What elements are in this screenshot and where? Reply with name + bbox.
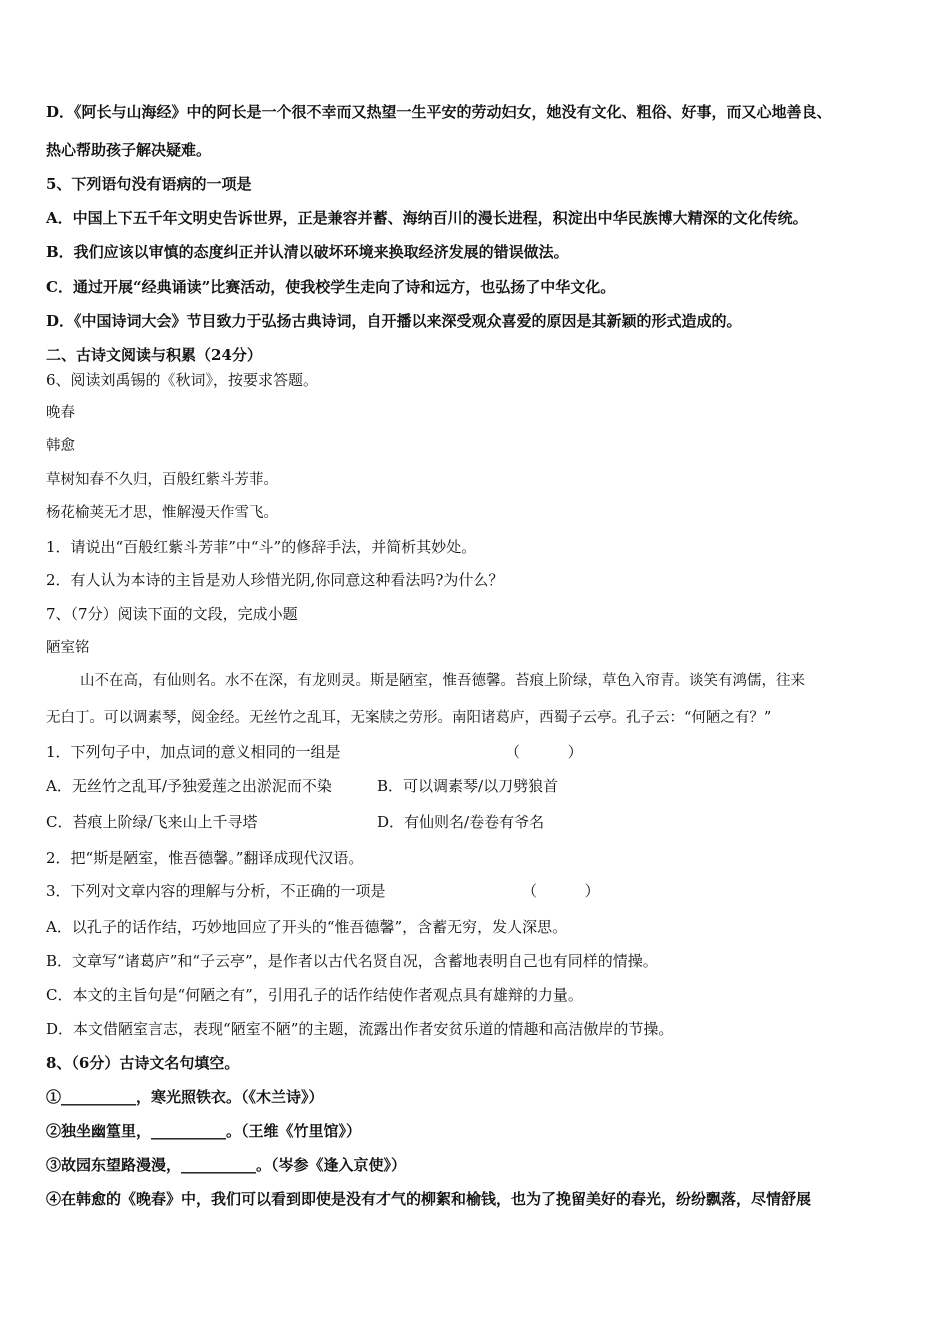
option-a-q7-1: A．无丝竹之乱耳/予独爱莲之出淤泥而不染 [46, 777, 332, 795]
poem-title: 晚春 [46, 405, 75, 421]
question-5: 5、下列语句没有语病的一项是 [46, 175, 252, 193]
poem-author: 韩愈 [46, 438, 75, 454]
fill-blank-3: ③故园东望路漫漫，__________。（岑参《逢入京使》） [46, 1156, 407, 1174]
option-c-q5: C．通过开展“经典诵读”比赛活动，使我校学生走向了诗和远方，也弘扬了中华文化。 [46, 278, 616, 296]
option-d-q7-1: D．有仙则名/卷卷有爷名 [377, 813, 545, 831]
fill-blank-4: ④在韩愈的《晚春》中，我们可以看到即使是没有才气的柳絮和榆钱，也为了挽留美好的春光，纷纷飘落，尽情舒展 [46, 1190, 812, 1208]
poem-line-1: 草树知春不久归，百般红紫斗芳菲。 [46, 472, 278, 488]
answer-parentheses-7-1: （ ） [505, 743, 583, 761]
section-heading-2: 二、古诗文阅读与积累（24分） [46, 346, 262, 364]
question-7-2: 2．把“斯是陋室，惟吾德馨。”翻译成现代汉语。 [46, 849, 364, 867]
option-a-q7-3: A．以孔子的话作结，巧妙地回应了开头的“惟吾德馨”，含蓄无穷，发人深思。 [46, 918, 568, 936]
option-b-q7-1: B．可以调素琴/以刀劈狼首 [377, 777, 559, 795]
option-b-q7-3: B．文章写“诸葛庐”和“子云亭”，是作者以古代名贤自况，含蓄地表明自己也有同样的情操。 [46, 952, 658, 970]
option-c-q7-1: C．苔痕上阶绿/飞来山上千寻塔 [46, 813, 258, 831]
option-d-q4-cont: 热心帮助孩子解决疑难。 [46, 141, 212, 159]
question-7-1: 1．下列句子中，加点词的意义相同的一组是 [46, 743, 341, 761]
option-c-q7-3: C．本文的主旨句是“何陋之有”，引用孔子的话作结使作者观点具有雄辩的力量。 [46, 986, 583, 1004]
question-6-2: 2．有人认为本诗的主旨是劝人珍惜光阴,你同意这种看法吗?为什么？ [46, 571, 504, 589]
question-7: 7、（7分）阅读下面的文段，完成小题 [46, 605, 298, 623]
question-7-3: 3．下列对文章内容的理解与分析，不正确的一项是 [46, 882, 386, 900]
option-b-q5: B．我们应该以审慎的态度纠正并认清以破坏环境来换取经济发展的错误做法。 [46, 243, 569, 261]
passage-title: 陋室铭 [46, 640, 90, 656]
fill-blank-1: ①__________，寒光照铁衣。（《木兰诗》） [46, 1088, 324, 1106]
passage-line-2: 无白丁。可以调素琴，阅金经。无丝竹之乱耳，无案牍之劳形。南阳诸葛庐，西蜀子云亭。孔子云：“何陋之有？” [46, 710, 772, 726]
poem-line-2: 杨花榆荚无才思，惟解漫天作雪飞。 [46, 505, 278, 521]
answer-parentheses-7-3: （ ） [522, 882, 600, 900]
option-d-q4: D．《阿长与山海经》中的阿长是一个很不幸而又热望一生平安的劳动妇女，她没有文化、粗俗、好事，而又心地善良、 [46, 103, 832, 121]
option-a-q5: A．中国上下五千年文明史告诉世界，正是兼容并蓄、海纳百川的漫长进程，积淀出中华民族博大精深的文化传统。 [46, 209, 808, 227]
question-6-1: 1．请说出“百般红紫斗芳菲”中“斗”的修辞手法，并简析其妙处。 [46, 538, 477, 556]
passage-line-1: 山不在高，有仙则名。水不在深，有龙则灵。斯是陋室，惟吾德馨。苔痕上阶绿，草色入帘青。谈笑有鸿儒，往来 [80, 673, 805, 689]
option-d-q7-3: D．本文借陋室言志，表现“陋室不陋”的主题，流露出作者安贫乐道的情趣和高洁傲岸的节操。 [46, 1020, 674, 1038]
question-6: 6、阅读刘禹锡的《秋词》，按要求答题。 [46, 371, 319, 389]
option-d-q5: D．《中国诗词大会》节目致力于弘扬古典诗词，自开播以来深受观众喜爱的原因是其新颖的形式造成的。 [46, 312, 742, 330]
question-8: 8、（6分）古诗文名句填空。 [46, 1054, 240, 1072]
fill-blank-2: ②独坐幽篁里，__________。（王维《竹里馆》） [46, 1122, 362, 1140]
